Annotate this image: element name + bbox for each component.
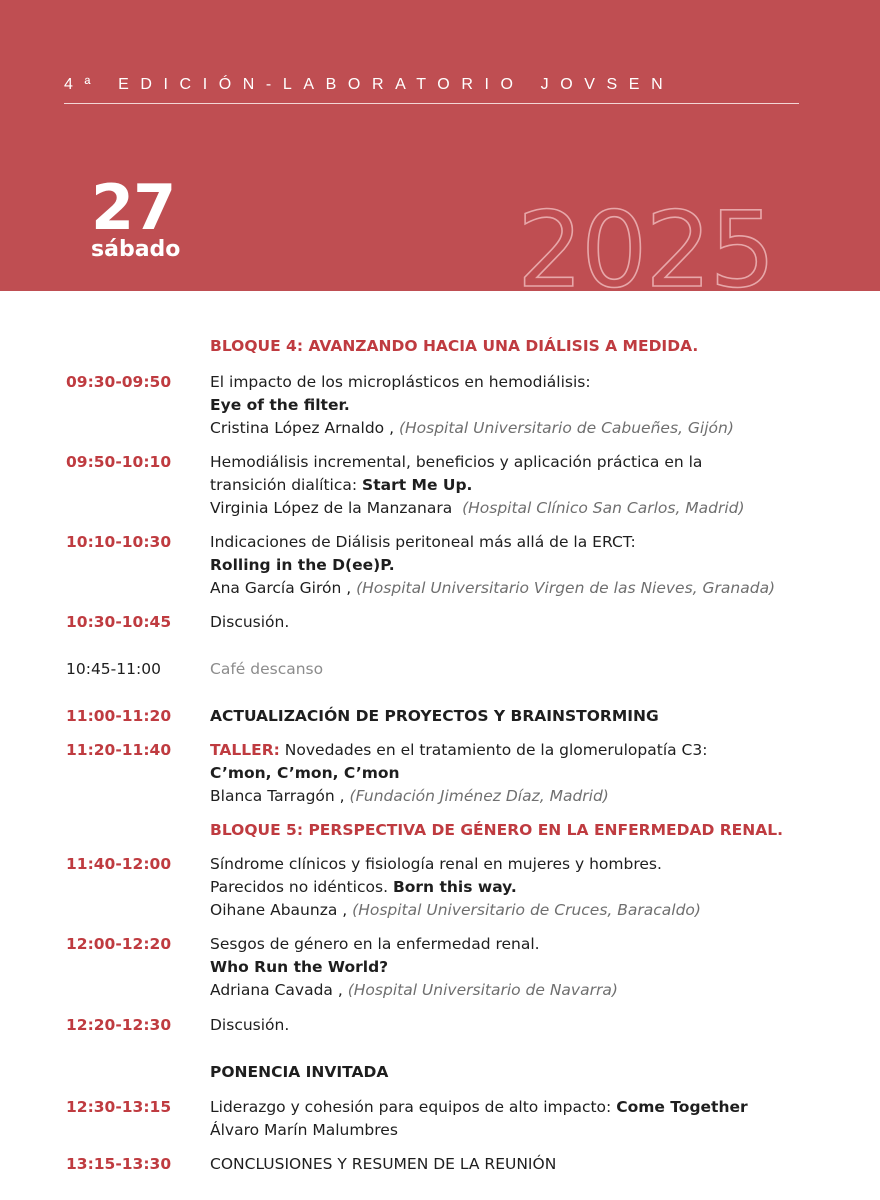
speaker-institution: (Hospital Universitario de Cabueñes, Gijón) <box>398 419 734 437</box>
session-title <box>210 1096 860 1119</box>
section-bloque-5: BLOQUE 5: PERSPECTIVA DE GÉNERO EN LA ENFERMEDAD RENAL. <box>210 821 784 839</box>
session-title <box>210 739 860 762</box>
session-title-text: Novedades en el tratamiento de la glomerulopatía C3: <box>284 741 708 759</box>
session-body <box>210 611 860 634</box>
time-slot: 09:50-10:10 <box>66 453 172 471</box>
taller-label: TALLER: <box>210 741 280 759</box>
header-divider <box>64 103 799 104</box>
session-highlight: Born this way. <box>392 878 517 896</box>
session-body <box>210 531 860 600</box>
speaker-line <box>210 899 860 922</box>
speaker-line <box>210 497 860 520</box>
time-slot: 09:30-09:50 <box>66 373 172 391</box>
speaker-institution: (Hospital Universitario Virgen de las Nieves, Granada) <box>356 579 776 597</box>
session-title: ACTUALIZACIÓN DE PROYECTOS Y BRAINSTORMING <box>210 707 659 725</box>
session-highlight: C’mon, C’mon, C’mon <box>210 764 400 782</box>
time-slot: 12:20-12:30 <box>66 1016 172 1034</box>
day-number: 27 <box>91 171 176 244</box>
session-body <box>210 933 860 1002</box>
session-title-cont <box>210 876 860 899</box>
session-highlight: Rolling in the D(ee)P. <box>210 556 395 574</box>
session-body <box>210 1014 860 1037</box>
session-body <box>210 451 860 520</box>
time-slot: 10:10-10:30 <box>66 533 172 551</box>
speaker-line <box>210 785 860 808</box>
session-body <box>210 853 860 922</box>
section-bloque-4: BLOQUE 4: AVANZANDO HACIA UNA DIÁLISIS A MEDIDA. <box>210 337 699 355</box>
session-body <box>210 371 860 440</box>
session-title-text: Liderazgo y cohesión para equipos de alto impacto: <box>210 1098 612 1116</box>
time-slot: 11:00-11:20 <box>66 707 172 725</box>
session-title: Indicaciones de Diálisis peritoneal más allá de la ERCT: <box>210 533 636 551</box>
time-slot: 10:30-10:45 <box>66 613 172 631</box>
speaker-name: Blanca Tarragón , <box>210 787 345 805</box>
speaker-name: Adriana Cavada , <box>210 981 343 999</box>
day-name: sábado <box>91 237 181 262</box>
session-body <box>210 705 860 728</box>
time-slot: 11:20-11:40 <box>66 741 172 759</box>
speaker-line <box>210 577 860 600</box>
time-slot: 11:40-12:00 <box>66 855 172 873</box>
year-text: 2025 <box>517 189 774 294</box>
session-title: Discusión. <box>210 613 290 631</box>
section-ponencia-invitada: PONENCIA INVITADA <box>210 1063 389 1081</box>
session-title: CONCLUSIONES Y RESUMEN DE LA REUNIÓN <box>210 1155 557 1173</box>
session-title-cont <box>210 474 860 497</box>
speaker-name: Cristina López Arnaldo , <box>210 419 395 437</box>
session-highlight: Eye of the filter. <box>210 396 350 414</box>
speaker-name: Ana García Girón , <box>210 579 352 597</box>
speaker-name: Álvaro Marín Malumbres <box>210 1121 398 1139</box>
session-highlight: Come Together <box>616 1098 748 1116</box>
break-label: Café descanso <box>210 660 324 678</box>
speaker-institution: (Hospital Clínico San Carlos, Madrid) <box>462 499 745 517</box>
session-body <box>210 739 860 808</box>
speaker-name: Virginia López de la Manzanara <box>210 499 453 517</box>
speaker-institution: (Hospital Universitario de Navarra) <box>347 981 618 999</box>
session-title: Sesgos de género en la enfermedad renal. <box>210 935 540 953</box>
session-highlight: Who Run the World? <box>210 958 389 976</box>
time-slot: 13:15-13:30 <box>66 1155 172 1173</box>
time-slot: 10:45-11:00 <box>66 660 161 678</box>
time-slot: 12:00-12:20 <box>66 935 172 953</box>
session-title: Hemodiálisis incremental, beneficios y aplicación práctica en la <box>210 453 703 471</box>
session-body <box>210 1096 860 1142</box>
speaker-line <box>210 979 860 1002</box>
session-title: El impacto de los microplásticos en hemodiálisis: <box>210 373 591 391</box>
session-body <box>210 658 860 681</box>
session-title: Síndrome clínicos y fisiología renal en mujeres y hombres. <box>210 855 662 873</box>
session-title-prefix: Parecidos no idénticos. <box>210 878 389 896</box>
speaker-institution: (Fundación Jiménez Díaz, Madrid) <box>349 787 609 805</box>
header-band <box>0 0 880 294</box>
session-title-prefix: transición dialítica: <box>210 476 358 494</box>
session-body <box>210 1153 860 1176</box>
speaker-institution: (Hospital Universitario de Cruces, Baracaldo) <box>352 901 701 919</box>
speaker-line <box>210 417 860 440</box>
speaker-name: Oihane Abaunza , <box>210 901 348 919</box>
time-slot: 12:30-13:15 <box>66 1098 172 1116</box>
session-title: Discusión. <box>210 1016 290 1034</box>
year-outline <box>515 184 785 294</box>
session-highlight: Start Me Up. <box>362 476 473 494</box>
edition-title: 4ª EDICIÓN-LABORATORIO JOVSEN <box>64 76 675 93</box>
